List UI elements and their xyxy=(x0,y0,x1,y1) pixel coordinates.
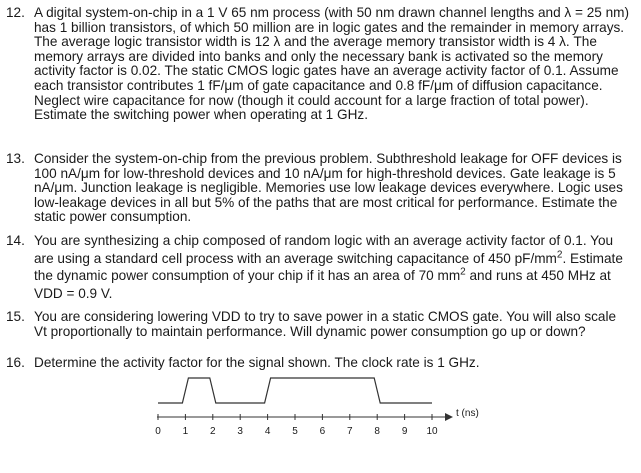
problem-14 xyxy=(6,232,630,302)
axis-arrow-icon xyxy=(445,413,453,421)
problem-text: Consider the system-on-chip from the previous problem. Subthreshold leakage for OFF devices is 100 nA/μm for low-threshold devices and 10 nA/μm for high-threshold devices. Gate leakage is 5 nA/μm. Junction leakage is negligible. Memories use low leakage devices everywhere. Logic uses low-leakage devices in all but 5% of the paths that are most critical for performance. Estimate the static power consumption. xyxy=(34,151,623,225)
tick-label: 0 xyxy=(155,426,161,437)
problem-number: 14. xyxy=(6,233,25,248)
problem-number: 16. xyxy=(6,355,25,370)
problem-text: You are considering lowering VDD to try to save power in a static CMOS gate. You will also scale Vt proportionally to maintain performance. Will dynamic power consumption go up or down? xyxy=(34,309,617,339)
tick-label: 1 xyxy=(182,426,189,437)
signal-waveform-diagram xyxy=(145,370,485,440)
problem-13 xyxy=(6,152,630,225)
tick-labels xyxy=(155,426,438,437)
problem-16 xyxy=(6,356,630,371)
tick-label: 4 xyxy=(264,426,271,437)
signal-trace xyxy=(158,378,432,403)
superscript: 2 xyxy=(556,249,563,261)
problem-number: 13. xyxy=(6,151,25,166)
problem-number: 15. xyxy=(6,309,25,324)
tick-label: 7 xyxy=(347,426,353,437)
problem-text-part: You are synthesizing a chip composed of random logic with an average activity factor of 0.1. You are using a standard cell process with an average switching capacitance of 450 pF/mm xyxy=(34,233,614,266)
problem-number: 12. xyxy=(6,5,25,20)
tick-label: 5 xyxy=(292,426,298,437)
problem-text-part: and runs at 450 MHz at VDD = 0.9 V. xyxy=(34,268,611,301)
problem-text-part: . Estimate the dynamic power consumption of your chip if it has an area of 70 mm xyxy=(34,250,623,284)
tick-label: 8 xyxy=(374,426,380,437)
tick-label: 3 xyxy=(237,426,243,437)
superscript: 2 xyxy=(460,266,466,278)
problem-12 xyxy=(6,6,630,123)
problem-text: Determine the activity factor for the signal shown. The clock rate is 1 GHz. xyxy=(34,355,480,370)
tick-label: 10 xyxy=(426,426,438,437)
tick-label: 9 xyxy=(401,426,408,437)
problem-text xyxy=(34,232,630,302)
tick-label: 2 xyxy=(210,426,216,437)
axis-label: t (ns) xyxy=(456,408,479,419)
problem-text: A digital system-on-chip in a 1 V 65 nm process (with 50 nm drawn channel lengths and λ = 25 nm) has 1 billion transistors, of which 50 million are in logic gates and the remainder in memory arrays. The average logic transistor width is 12 λ and the average memory transistor width is 4 λ. The memory arrays are divided into banks and only the necessary bank is activated so the memory activity factor is 0.02. The static CMOS logic gates have an average activity factor of 0.1. Assume each transistor contributes 1 fF/μm of gate capacitance and 0.8 fF/μm of diffusion capacitance. Neglect wire capacitance for now (though it could account for a large fraction of total power). Estimate the switching power when operating at 1 GHz. xyxy=(34,5,630,123)
problem-15 xyxy=(6,310,630,339)
tick-label: 6 xyxy=(319,426,326,437)
